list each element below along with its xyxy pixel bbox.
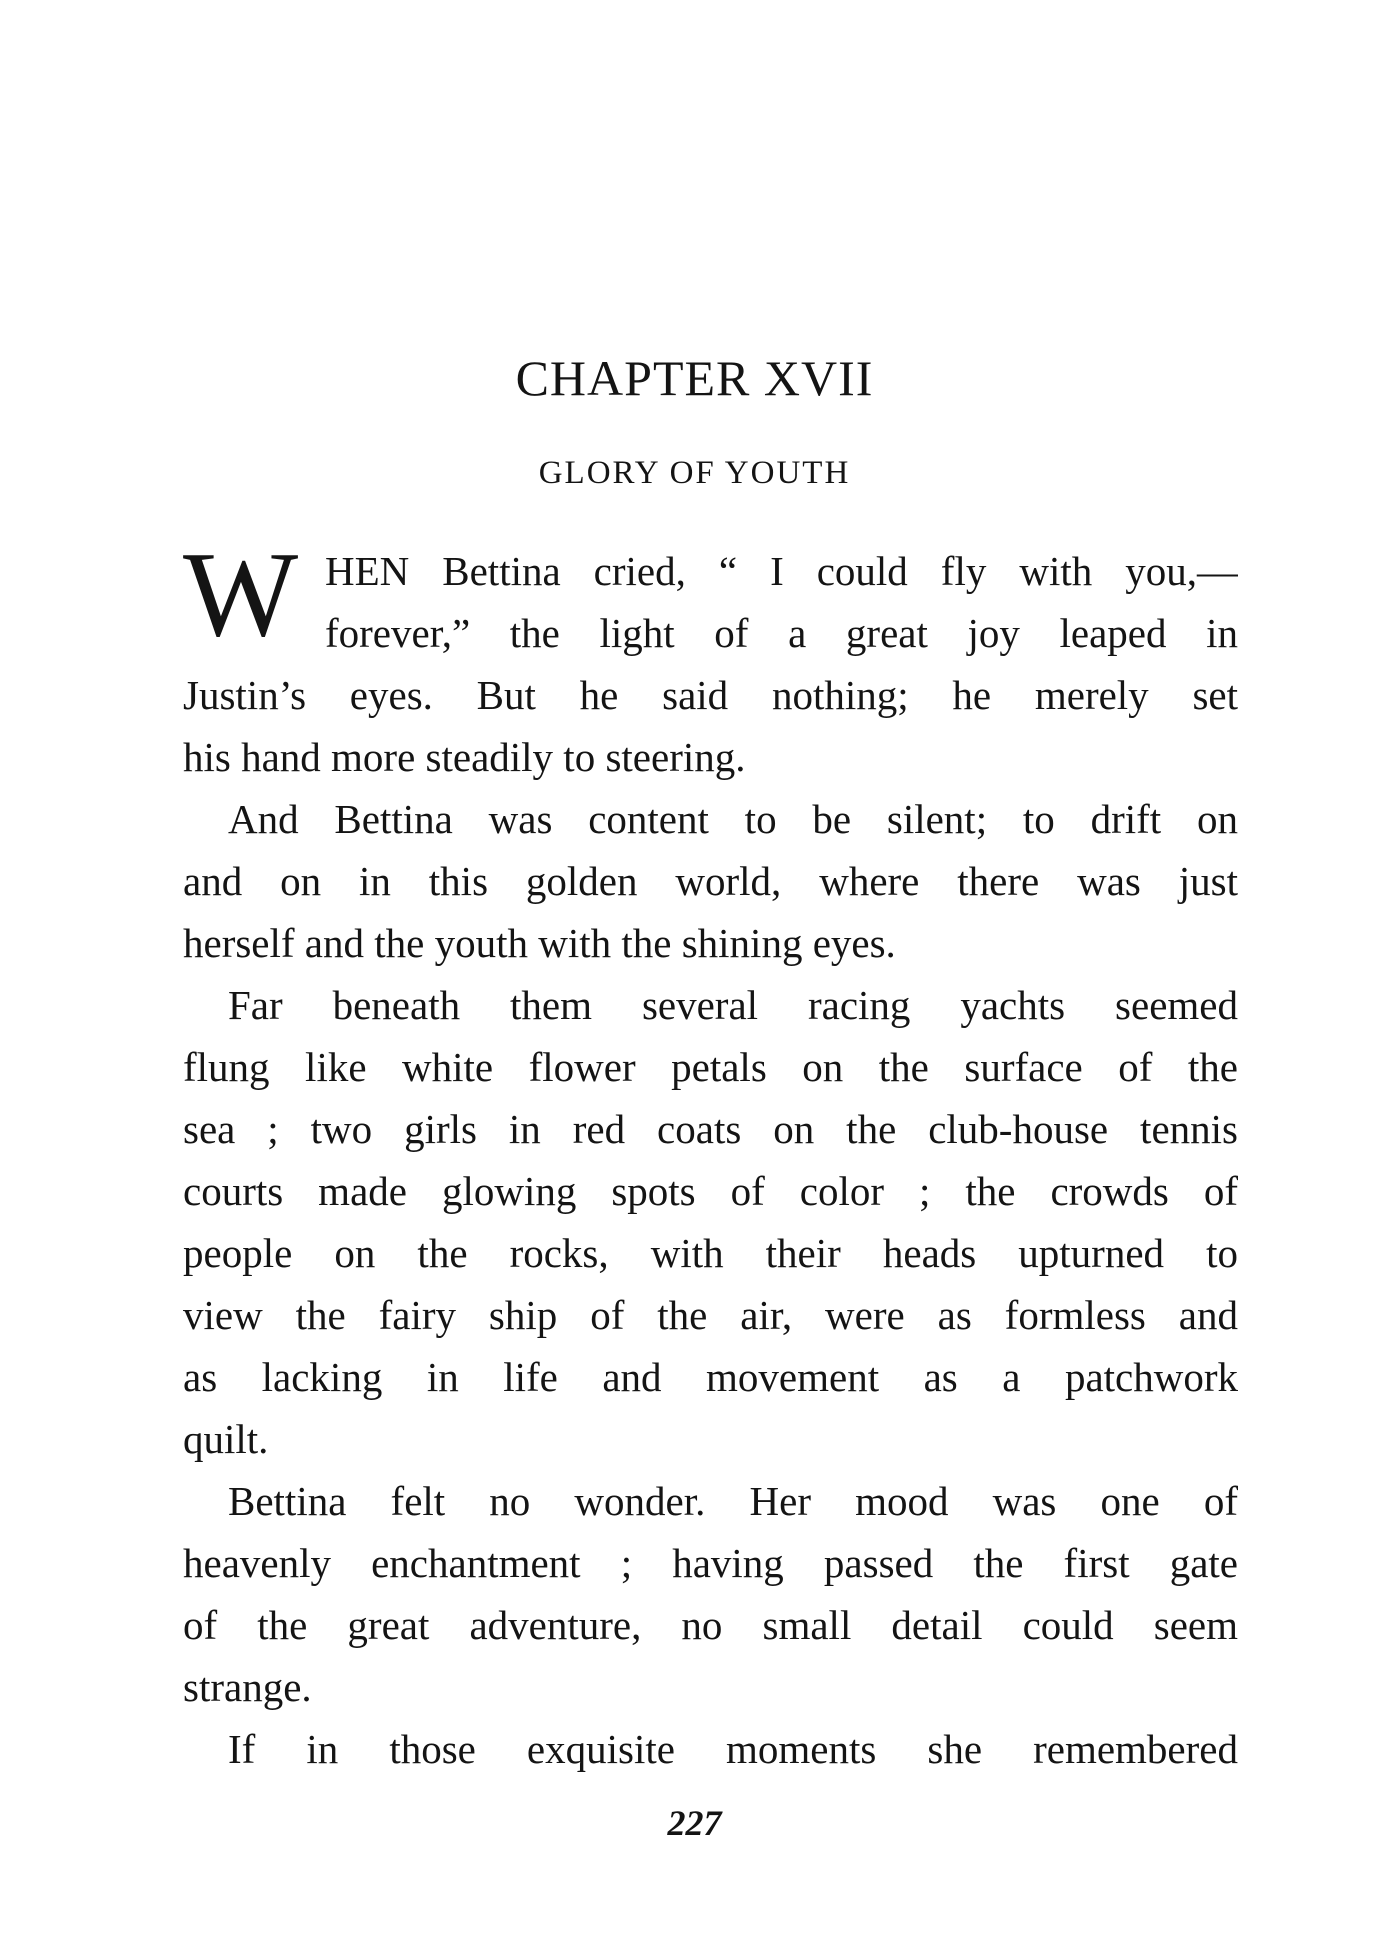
text-line: and on in this golden world, where there was just [183, 858, 1238, 904]
text-line: And Bettina was content to be silent; to drift on [228, 796, 1238, 842]
text-line: flung like white flower petals on the surface of the [183, 1044, 1238, 1090]
text-line: forever,” the light of a great joy leaped in [325, 610, 1238, 656]
chapter-subtitle: GLORY OF YOUTH [538, 455, 851, 491]
text-line: sea ; two girls in red coats on the club-house tennis [183, 1106, 1238, 1152]
text-line: of the great adventure, no small detail could seem [183, 1602, 1238, 1648]
text-line: as lacking in life and movement as a patchwork [183, 1354, 1238, 1400]
text-line: his hand more steadily to steering. [183, 734, 746, 780]
text-line: Justin’s eyes. But he said nothing; he merely set [183, 672, 1238, 718]
text-line: HEN Bettina cried, “ I could fly with you,— [325, 548, 1238, 594]
text-line: courts made glowing spots of color ; the crowds of [183, 1168, 1238, 1214]
body-text [183, 540, 1238, 1780]
page-number: 227 [667, 1803, 722, 1843]
text-line: If in those exquisite moments she remembered [228, 1726, 1238, 1772]
text-line: quilt. [183, 1416, 269, 1462]
text-line: people on the rocks, with their heads upturned to [183, 1230, 1238, 1276]
text-line: strange. [183, 1664, 312, 1710]
text-line: heavenly enchantment ; having passed the first gate [183, 1540, 1238, 1586]
text-line: Bettina felt no wonder. Her mood was one of [228, 1478, 1238, 1524]
text-line: herself and the youth with the shining eyes. [183, 920, 896, 966]
text-line: view the fairy ship of the air, were as formless and [183, 1292, 1238, 1338]
text-line: Far beneath them several racing yachts seemed [228, 982, 1238, 1028]
drop-cap: W [183, 527, 299, 662]
chapter-title: CHAPTER XVII [515, 350, 874, 406]
